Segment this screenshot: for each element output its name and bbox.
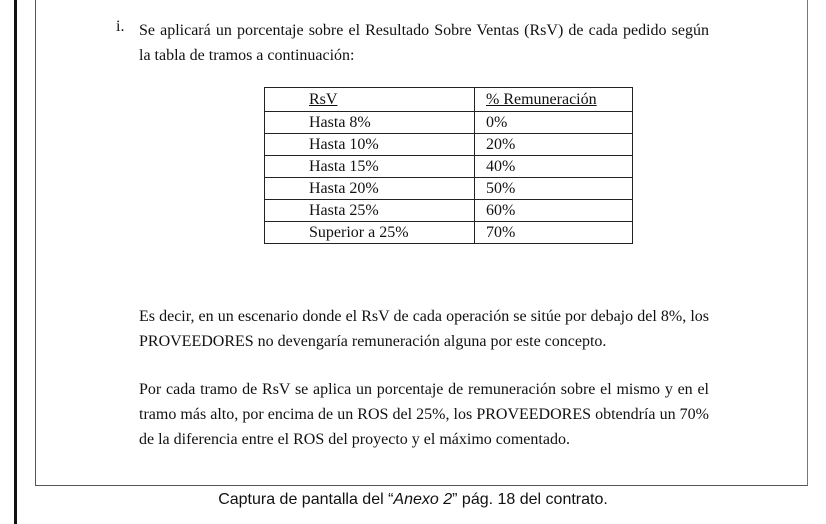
caption-emphasis: Anexo 2 bbox=[393, 491, 453, 508]
cell-remuneration: 60% bbox=[475, 200, 633, 222]
cell-rsv: Hasta 25% bbox=[265, 200, 475, 222]
table-row bbox=[265, 222, 633, 244]
explanation-paragraph-2: Por cada tramo de RsV se aplica un porcentaje de remuneración sobre el mismo y en el tramo más alto, por encima de un ROS del 25%, los PROVEEDORES obtendría un 70% de la diferencia entre el ROS del proyecto y el máximo comentado. bbox=[139, 381, 709, 448]
left-margin-rule bbox=[14, 0, 17, 524]
remuneration-tier-table bbox=[264, 87, 633, 244]
table-row bbox=[265, 156, 633, 178]
cell-remuneration: 70% bbox=[475, 222, 633, 244]
header-remuneration: % Remuneración bbox=[475, 88, 633, 112]
caption-prefix: Captura de pantalla del “ bbox=[218, 491, 394, 508]
cell-remuneration: 0% bbox=[475, 112, 633, 134]
figure-caption bbox=[0, 491, 826, 509]
cell-remuneration: 20% bbox=[475, 134, 633, 156]
cell-rsv: Superior a 25% bbox=[265, 222, 475, 244]
table-row bbox=[265, 112, 633, 134]
intro-paragraph: Se aplicará un porcentaje sobre el Resultado Sobre Ventas (RsV) de cada pedido según la tabla de tramos a continuación: bbox=[139, 22, 709, 64]
table-row bbox=[265, 200, 633, 222]
list-marker: i. bbox=[116, 18, 125, 35]
cell-remuneration: 40% bbox=[475, 156, 633, 178]
cell-rsv: Hasta 15% bbox=[265, 156, 475, 178]
cell-rsv: Hasta 20% bbox=[265, 178, 475, 200]
caption-suffix: ” pág. 18 del contrato. bbox=[452, 491, 608, 508]
table-row bbox=[265, 134, 633, 156]
header-rsv: RsV bbox=[265, 88, 475, 112]
cell-remuneration: 50% bbox=[475, 178, 633, 200]
cell-rsv: Hasta 8% bbox=[265, 112, 475, 134]
table-row bbox=[265, 178, 633, 200]
cell-rsv: Hasta 10% bbox=[265, 134, 475, 156]
table-header-row bbox=[265, 88, 633, 112]
explanation-paragraph-1: Es decir, en un escenario donde el RsV de cada operación se sitúe por debajo del 8%, los PROVEEDORES no devengaría remuneración alguna por este concepto. bbox=[139, 308, 709, 350]
